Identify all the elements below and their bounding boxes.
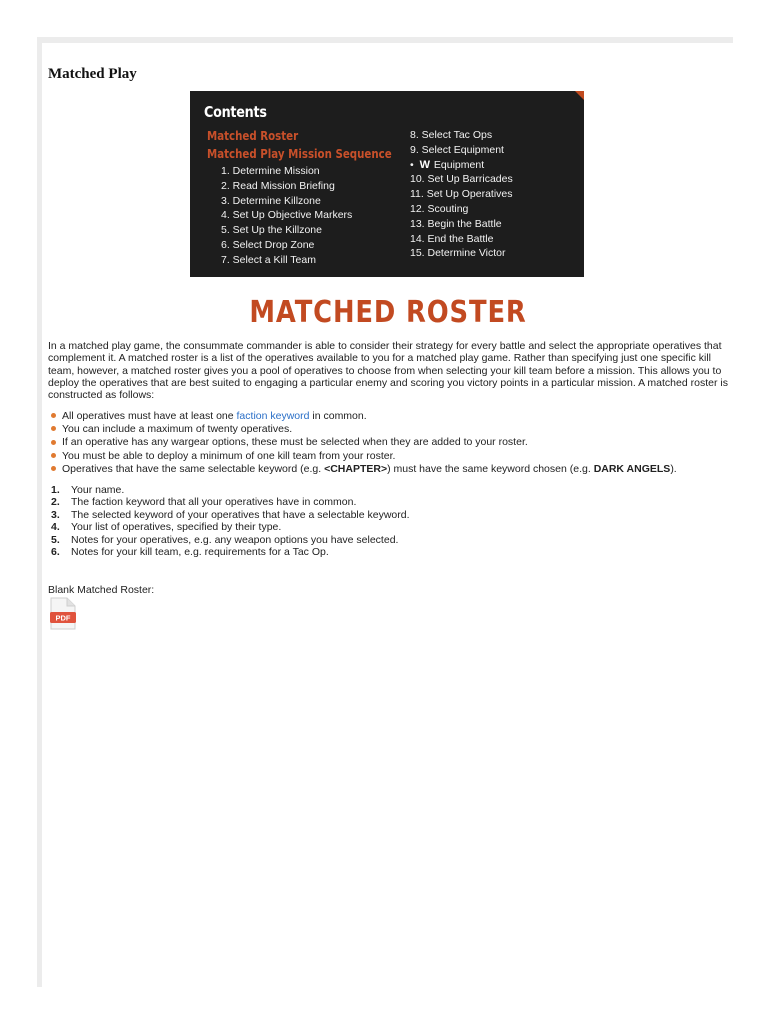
toc-item[interactable]: 13. Begin the Battle [410, 217, 502, 230]
warhammer-w-icon: W [419, 158, 430, 171]
item-text: The faction keyword that all your operatives have in common. [71, 496, 357, 509]
bullet-marker: • [410, 158, 414, 171]
pdf-label: PDF [55, 613, 71, 623]
pdf-file-icon[interactable] [50, 597, 76, 630]
page-title: Matched Play [48, 66, 137, 82]
toc-item[interactable]: 9. Select Equipment [410, 143, 504, 156]
toc-item[interactable]: 15. Determine Victor [410, 247, 506, 260]
text: ). [670, 462, 677, 475]
toc-item-equipment[interactable] [410, 158, 513, 173]
list-item [48, 546, 410, 558]
roster-fields-list [48, 484, 410, 558]
text: All operatives must have at least one [62, 410, 237, 422]
bullet-dot-icon [51, 413, 56, 418]
item-number: 3. [51, 508, 60, 521]
toc-item[interactable]: 10. Set Up Barricades [410, 173, 513, 186]
list-item [48, 521, 410, 533]
text: You can include a maximum of twenty operatives. [62, 423, 293, 436]
bullet-dot-icon [51, 466, 56, 471]
item-number: 1. [51, 484, 60, 496]
section-heading: MATCHED ROSTER [249, 295, 527, 330]
intro-paragraph: In a matched play game, the consummate commander is able to consider their strategy for every battle and select the appropriate operatives that complement it. A matched roster is a list of the operatives available to you for a matched play game. Rather than specifying just one specific kill team, however, a matched roster gives you a pool of operatives to choose from when selecting your kill team before a mission. This allows you to deploy the operatives that are best suited to engaging a particular enemy and scoring you victory points in a particular mission. A matched roster is constructed as follows: [48, 340, 728, 402]
list-item [48, 496, 410, 508]
contents-column-1 [221, 164, 352, 268]
bullet-dot-icon [51, 426, 56, 431]
toc-item[interactable]: 8. Select Tac Ops [410, 129, 493, 141]
item-text: Notes for your kill team, e.g. requirements for a Tac Op. [71, 546, 329, 559]
toc-item[interactable]: 1. Determine Mission [221, 165, 320, 177]
contents-link-matched-roster[interactable]: Matched Roster [207, 128, 299, 143]
item-number: 4. [51, 521, 60, 534]
toc-item[interactable]: 7. Select a Kill Team [221, 253, 316, 266]
toc-item[interactable]: 14. End the Battle [410, 232, 494, 245]
contents-heading: Contents [204, 103, 267, 121]
item-text: The selected keyword of your operatives that have a selectable keyword. [71, 508, 410, 521]
top-border [37, 37, 733, 43]
item-number: 2. [51, 496, 60, 509]
text: in common. [309, 410, 367, 422]
toc-item[interactable]: 5. Set Up the Killzone [221, 224, 322, 237]
left-border [37, 37, 42, 987]
toc-item[interactable]: 11. Set Up Operatives [410, 188, 513, 201]
faction-keyword-link[interactable]: faction keyword [236, 410, 310, 422]
keyword: DARK ANGELS [593, 462, 671, 475]
text: If an operative has any wargear options, these must be selected when they are added to your roster. [62, 436, 528, 449]
toc-item[interactable]: 4. Set Up Objective Markers [221, 209, 353, 222]
text: You must be able to deploy a minimum of one kill team from your roster. [62, 449, 396, 462]
keyword: <CHAPTER> [324, 462, 388, 475]
list-item [48, 450, 677, 463]
contents-link-mission-sequence[interactable]: Matched Play Mission Sequence [207, 146, 392, 161]
list-item [48, 509, 410, 521]
text: ) must have the same keyword chosen (e.g. [387, 462, 594, 475]
bullet-dot-icon [51, 440, 56, 445]
toc-item[interactable]: 12. Scouting [410, 202, 469, 215]
list-item [48, 423, 677, 436]
toc-item-label: Equipment [433, 158, 485, 171]
list-item [48, 463, 677, 476]
item-text: Notes for your operatives, e.g. any weapon options you have selected. [71, 533, 399, 546]
list-item [48, 484, 410, 496]
toc-item[interactable]: 3. Determine Killzone [221, 194, 321, 207]
bullet-dot-icon [51, 453, 56, 458]
item-text: Your name. [71, 484, 125, 496]
list-item [48, 534, 410, 546]
item-number: 5. [51, 533, 60, 546]
list-item [48, 410, 677, 423]
contents-column-2 [410, 128, 513, 261]
blank-roster-label: Blank Matched Roster: [48, 584, 155, 596]
toc-item[interactable]: 6. Select Drop Zone [221, 238, 315, 251]
corner-decoration [575, 91, 584, 100]
text: Operatives that have the same selectable keyword (e.g. [62, 462, 325, 475]
contents-panel [190, 91, 584, 277]
item-text: Your list of operatives, specified by their type. [71, 521, 282, 534]
item-number: 6. [51, 546, 60, 559]
toc-item[interactable]: 2. Read Mission Briefing [221, 179, 335, 192]
list-item [48, 436, 677, 449]
rules-list [48, 410, 677, 476]
